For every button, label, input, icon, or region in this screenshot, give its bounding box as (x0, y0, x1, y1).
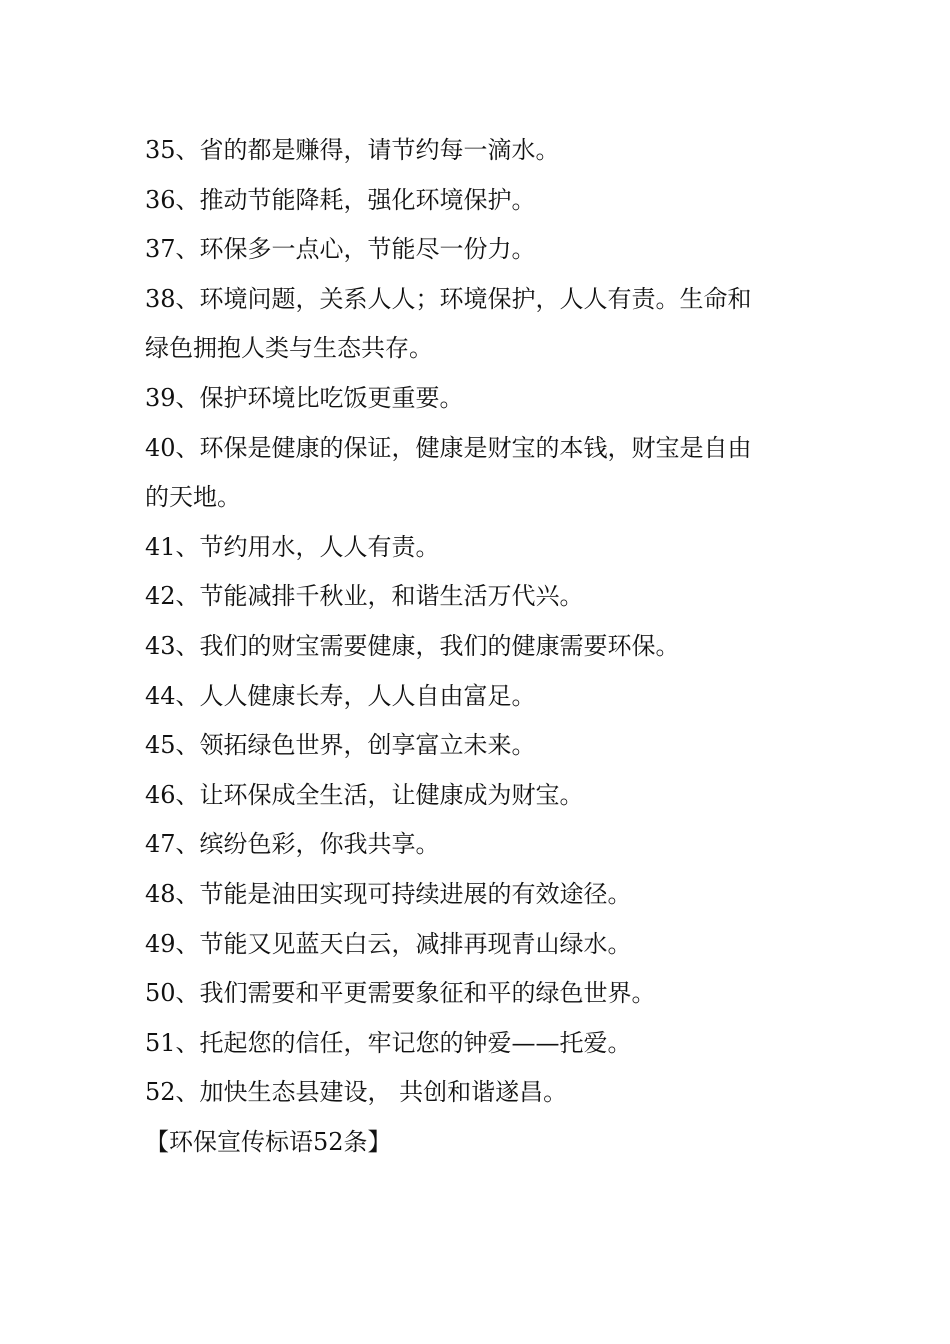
slogan-list (145, 126, 810, 1167)
slogan-line-36: 36、推动节能降耗，强化环境保护。 (145, 185, 536, 214)
slogan-line-46: 46、让环保成全生活，让健康成为财宝。 (145, 780, 584, 809)
slogan-line-40-continued: 的天地。 (145, 483, 241, 512)
slogan-line-42: 42、节能减排千秋业，和谐生活万代兴。 (145, 582, 584, 611)
slogan-line-47: 47、缤纷色彩，你我共享。 (145, 830, 440, 859)
document-footer-title: 【环保宣传标语52条】 (145, 1127, 392, 1156)
slogan-line-45: 45、领拓绿色世界，创享富立未来。 (145, 731, 536, 760)
slogan-line-49: 49、节能又见蓝天白云，减排再现青山绿水。 (145, 929, 632, 958)
slogan-line-38: 38、环境问题，关系人人；环境保护，人人有责。生命和 (145, 284, 752, 313)
slogan-line-44: 44、人人健康长寿，人人自由富足。 (145, 681, 536, 710)
slogan-line-48: 48、节能是油田实现可持续进展的有效途径。 (145, 879, 632, 908)
slogan-line-39: 39、保护环境比吃饭更重要。 (145, 383, 464, 412)
slogan-line-37: 37、环保多一点心，节能尽一份力。 (145, 235, 536, 264)
slogan-line-43: 43、我们的财宝需要健康，我们的健康需要环保。 (145, 631, 680, 660)
slogan-line-38-continued: 绿色拥抱人类与生态共存。 (145, 334, 433, 363)
slogan-line-51: 51、托起您的信任，牢记您的钟爱——托爱。 (145, 1028, 632, 1057)
slogan-line-50: 50、我们需要和平更需要象征和平的绿色世界。 (145, 979, 656, 1008)
slogan-line-35: 35、省的都是赚得，请节约每一滴水。 (145, 136, 560, 164)
slogan-line-40: 40、环保是健康的保证，健康是财宝的本钱，财宝是自由 (145, 433, 752, 462)
slogan-line-41: 41、节约用水，人人有责。 (145, 532, 440, 561)
slogan-line-52: 52、加快生态县建设， 共创和谐遂昌。 (145, 1078, 568, 1107)
